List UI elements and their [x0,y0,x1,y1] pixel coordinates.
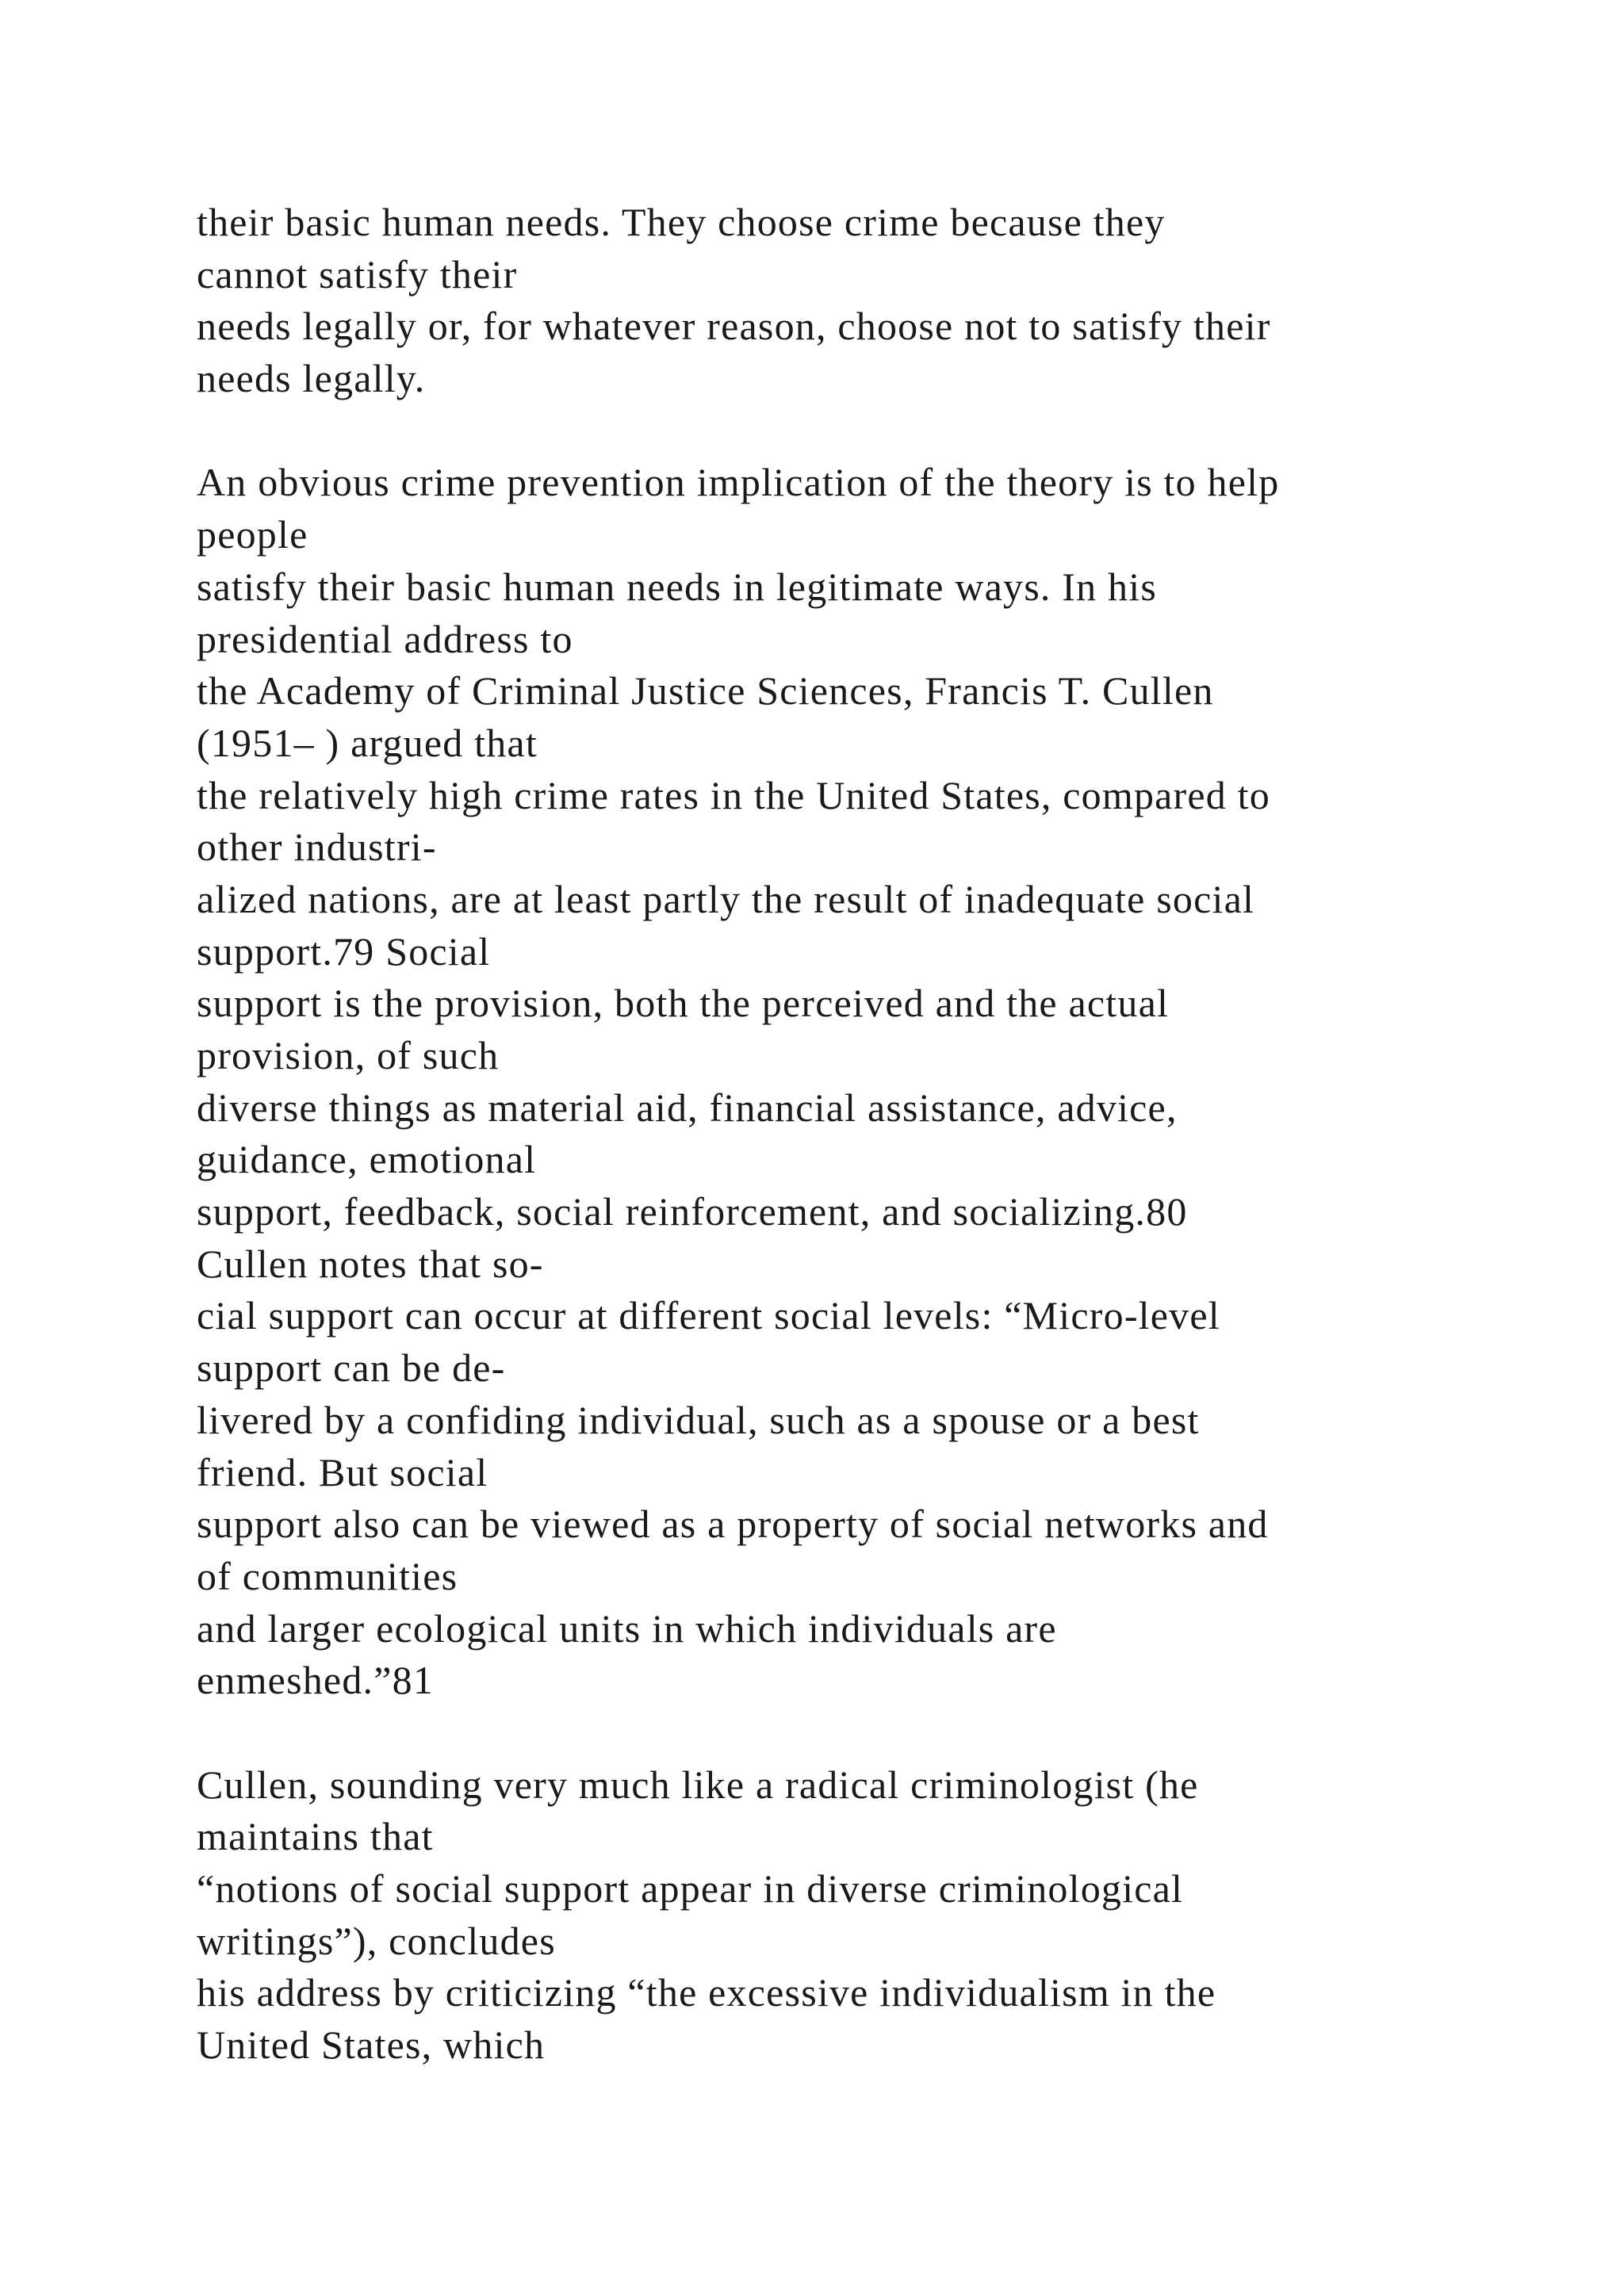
text-line: needs legally or, for whatever reason, choose not to satisfy their [197,304,1271,349]
text-line: alized nations, are at least partly the result of inadequate social [197,876,1255,921]
text-line: their basic human needs. They choose crime because they [197,200,1166,244]
text-line: presidential address to [197,616,573,661]
paragraph-3 [197,1759,1545,2072]
text-line: the Academy of Criminal Justice Sciences, Francis T. Cullen [197,668,1214,714]
text-line: cannot satisfy their [197,251,518,297]
text-line: people [197,512,308,557]
text-line: “notions of social support appear in diverse criminological [197,1866,1184,1911]
text-line: other industri- [197,825,437,870]
text-line: the relatively high crime rates in the United States, compared to [197,772,1270,817]
text-line: support.79 Social [197,928,491,974]
body-text [197,197,1545,2072]
paragraph-gap [197,1707,1545,1759]
text-line: diverse things as material aid, financial assistance, advice, [197,1085,1178,1130]
text-line: United States, which [197,2022,546,2068]
text-line: maintains that [197,1814,434,1859]
text-line: and larger ecological units in which individuals are [197,1605,1057,1651]
text-line: guidance, emotional [197,1137,537,1182]
text-line: livered by a confiding individual, such as a spouse or a best [197,1397,1200,1442]
text-line: An obvious crime prevention implication of the theory is to help [197,460,1280,505]
text-line: his address by criticizing “the excessive individualism in the [197,1970,1216,2015]
text-line: support can be de- [197,1345,506,1391]
text-line: Cullen notes that so- [197,1241,544,1286]
text-line: writings”), concludes [197,1918,556,1963]
text-line: Cullen, sounding very much like a radical criminologist (he [197,1762,1199,1807]
paragraph-1 [197,197,1545,405]
text-line: (1951– ) argued that [197,720,538,765]
text-line: cial support can occur at different social levels: “Micro-level [197,1293,1220,1338]
text-line: enmeshed.”81 [197,1658,435,1703]
text-line: satisfy their basic human needs in legitimate ways. In his [197,564,1158,609]
text-line: provision, of such [197,1033,500,1077]
paragraph-2 [197,457,1545,1707]
text-line: friend. But social [197,1449,488,1494]
text-line: support also can be viewed as a property of social networks and [197,1502,1269,1547]
text-line: of communities [197,1553,458,1598]
paragraph-gap [197,405,1545,457]
text-line: support is the provision, both the perceived and the actual [197,981,1170,1026]
text-line: support, feedback, social reinforcement, and socializing.80 [197,1189,1188,1234]
text-line: needs legally. [197,356,426,401]
